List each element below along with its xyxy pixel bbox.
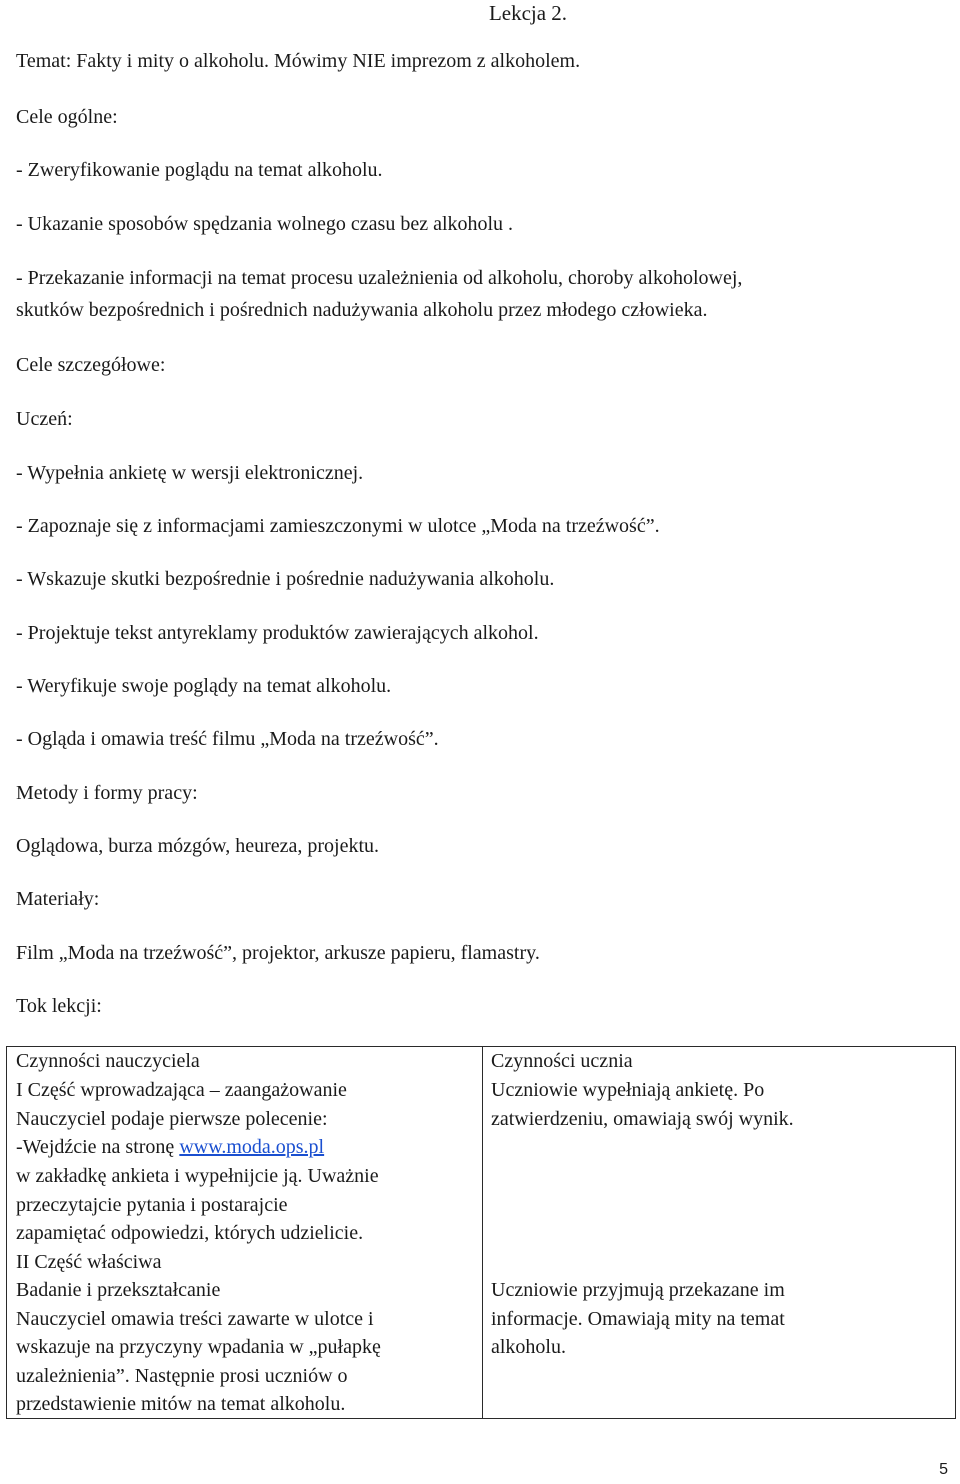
lesson-flow-heading: Tok lekcji: <box>16 995 102 1017</box>
general-goal-item: - Przekazanie informacji na temat procesu uzależnienia od alkoholu, choroby alkoholowej, <box>16 267 743 289</box>
teacher-cell-line: I Część wprowadzająca – zaangażowanie <box>16 1079 347 1101</box>
student-cell-line: zatwierdzeniu, omawiają swój wynik. <box>491 1108 794 1130</box>
table-column-divider <box>482 1047 483 1418</box>
teacher-cell-line: Badanie i przekształcanie <box>16 1279 221 1301</box>
detailed-goal-item: - Weryfikuje swoje poglądy na temat alkoholu. <box>16 675 392 697</box>
student-cell-line: Uczniowie przyjmują przekazane im <box>491 1279 785 1301</box>
teacher-cell-line: zapamiętać odpowiedzi, których udzielicie. <box>16 1222 364 1244</box>
materials-text: Film „Moda na trzeźwość”, projektor, arkusze papieru, flamastry. <box>16 942 540 964</box>
detailed-goal-item: - Wskazuje skutki bezpośrednie i pośrednie nadużywania alkoholu. <box>16 568 555 590</box>
teacher-cell-line <box>16 1134 324 1160</box>
general-goal-item-continued: skutków bezpośrednich i pośrednich nadużywania alkoholu przez młodego człowieka. <box>16 299 708 321</box>
teacher-cell-line: w zakładkę ankieta i wypełnijcie ją. Uważnie <box>16 1165 379 1187</box>
student-column-header: Czynności ucznia <box>491 1050 633 1072</box>
lesson-flow-table <box>6 1046 956 1419</box>
methods-text: Oglądowa, burza mózgów, heureza, projektu. <box>16 835 380 857</box>
teacher-cell-line: przeczytajcie pytania i postarajcie <box>16 1194 288 1216</box>
student-cell-line: informacje. Omawiają mity na temat <box>491 1308 785 1330</box>
methods-heading: Metody i formy pracy: <box>16 782 198 804</box>
survey-website-link[interactable]: www.moda.ops.pl <box>179 1136 325 1158</box>
page-number: 5 <box>939 1461 948 1478</box>
teacher-cell-line: przedstawienie mitów na temat alkoholu. <box>16 1393 346 1415</box>
general-goal-item: - Zweryfikowanie poglądu na temat alkoholu. <box>16 159 383 181</box>
student-cell-line: alkoholu. <box>491 1336 566 1358</box>
materials-heading: Materiały: <box>16 888 100 910</box>
general-goals-heading: Cele ogólne: <box>16 106 118 128</box>
student-heading: Uczeń: <box>16 408 73 430</box>
detailed-goal-item: - Projektuje tekst antyreklamy produktów zawierających alkohol. <box>16 622 539 644</box>
teacher-cell-line: Nauczyciel podaje pierwsze polecenie: <box>16 1108 328 1130</box>
teacher-cell-line: Nauczyciel omawia treści zawarte w ulotce i <box>16 1308 374 1330</box>
teacher-cell-text: -Wejdźcie na stronę <box>16 1136 180 1158</box>
lesson-title: Lekcja 2. <box>488 1 568 25</box>
detailed-goal-item: - Wypełnia ankietę w wersji elektronicznej. <box>16 462 364 484</box>
general-goal-item: - Ukazanie sposobów spędzania wolnego czasu bez alkoholu . <box>16 213 514 235</box>
detailed-goal-item: - Zapoznaje się z informacjami zamieszczonymi w ulotce „Moda na trzeźwość”. <box>16 515 660 537</box>
topic-line: Temat: Fakty i mity o alkoholu. Mówimy NIE imprezom z alkoholem. <box>16 50 581 72</box>
teacher-cell-line: wskazuje na przyczyny wpadania w „pułapkę <box>16 1336 381 1358</box>
teacher-cell-line: II Część właściwa <box>16 1251 162 1273</box>
teacher-column-header: Czynności nauczyciela <box>16 1050 200 1072</box>
teacher-cell-line: uzależnienia”. Następnie prosi uczniów o <box>16 1365 348 1387</box>
detailed-goals-heading: Cele szczegółowe: <box>16 354 166 376</box>
detailed-goal-item: - Ogląda i omawia treść filmu „Moda na trzeźwość”. <box>16 728 439 750</box>
student-cell-line: Uczniowie wypełniają ankietę. Po <box>491 1079 765 1101</box>
